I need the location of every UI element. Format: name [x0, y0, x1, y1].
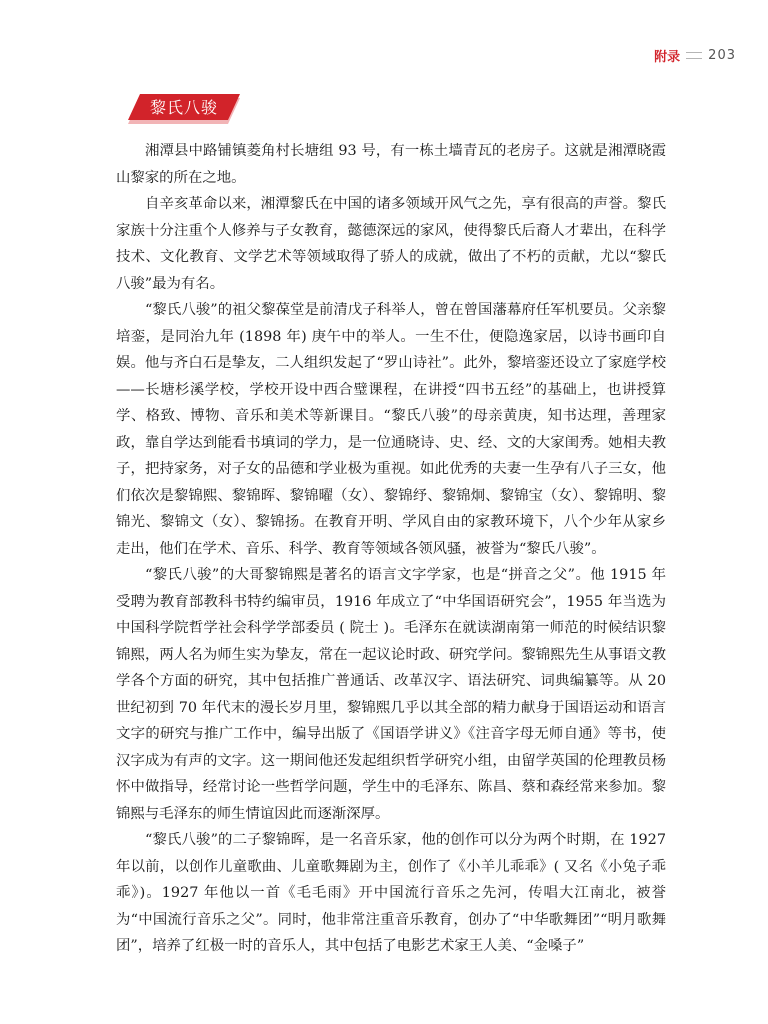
paragraph: “黎氏八骏”的祖父黎葆堂是前清戊子科举人，曾在曾国藩幕府任军机要员。父亲黎培銮，是同治九年 (1898 年) 庚午中的举人。一生不仕，便隐逸家居，以诗书画印自娱。他与齐白石是挚友，二人组织发起了“罗山诗社”。此外，黎培銮还设立了家庭学校——长塘杉溪学校，学校开设中西合璧课程，在讲授“四书五经”的基础上，也讲授算学、格致、博物、音乐和美术等新课目。“黎氏八骏”的母亲黄庚，知书达理，善理家政，靠自学达到能看书填词的学力，是一位通晓诗、史、经、文的大家闺秀。她相夫教子，把持家务，对子女的品德和学业极为重视。如此优秀的夫妻一生孕有八子三女，他们依次是黎锦熙、黎锦晖、黎锦曜（女）、黎锦纾、黎锦炯、黎锦宝（女）、黎锦明、黎锦光、黎锦文（女）、黎锦扬。在教育开明、学风自由的家教环境下，八个少年从家乡走出，他们在学术、音乐、科学、教育等领域各领风骚，被誉为“黎氏八骏”。: [116, 302, 666, 557]
section-heading-tag: [128, 94, 240, 124]
page-number: 203: [708, 48, 736, 63]
paragraph: 自辛亥革命以来，湘潭黎氏在中国的诸多领域开风气之先，享有很高的声誉。黎氏家族十分注重个人修养与子女教育，懿德深远的家风，使得黎氏后裔人才辈出，在科学技术、文化教育、文学艺术等领域取得了骄人的成就，做出了不朽的贡献，尤以“黎氏八骏”最为有名。: [116, 196, 666, 292]
section-title: 黎氏八骏: [149, 98, 218, 117]
header-rule: [686, 52, 702, 59]
paragraph: 湘潭县中路铺镇菱角村长塘组 93 号，有一栋土墙青瓦的老房子。这就是湘潭晓霞山黎家的所在之地。: [116, 143, 666, 186]
article-body: [116, 138, 666, 960]
appendix-label: 附录: [654, 50, 681, 65]
paragraph: “黎氏八骏”的二子黎锦晖，是一名音乐家，他的创作可以分为两个时期，在 1927 年以前，以创作儿童歌曲、儿童歌舞剧为主，创作了《小羊儿乖乖》( 又名《小兔子乖乖》)。1927 年他以一首《毛毛雨》开中国流行音乐之先河，传唱大江南北，被誉为“中国流行音乐之父”。同时，他非常注重音乐教育，创办了“中华歌舞团”“明月歌舞团”，培养了红极一时的音乐人，其中包括了电影艺术家王人美、“金嗓子”: [116, 832, 666, 954]
page-header: [654, 46, 736, 65]
paragraph: “黎氏八骏”的大哥黎锦熙是著名的语言文字学家，也是“拼音之父”。他 1915 年受聘为教育部教科书特约编审员，1916 年成立了“中华国语研究会”，1955 年当选为中国科学院哲学社会科学学部委员 ( 院士 )。毛泽东在就读湖南第一师范的时候结识黎锦熙，两人名为师生实为挚友，常在一起议论时政、研究学问。黎锦熙先生从事语文教学各个方面的研究，其中包括推广普通话、改革汉字、语法研究、词典编纂等。从 20 世纪初到 70 年代末的漫长岁月里，黎锦熙几乎以其全部的精力献身于国语运动和语言文字的研究与推广工作中，编导出版了《国语学讲义》《注音字母无师自通》等书，使汉字成为有声的文字。这一期间他还发起组织哲学研究小组，由留学英国的伦理教员杨怀中做指导，经常讨论一些哲学问题，学生中的毛泽东、陈昌、蔡和森经常来参加。黎锦熙与毛泽东的师生情谊因此而逐渐深厚。: [116, 567, 666, 822]
